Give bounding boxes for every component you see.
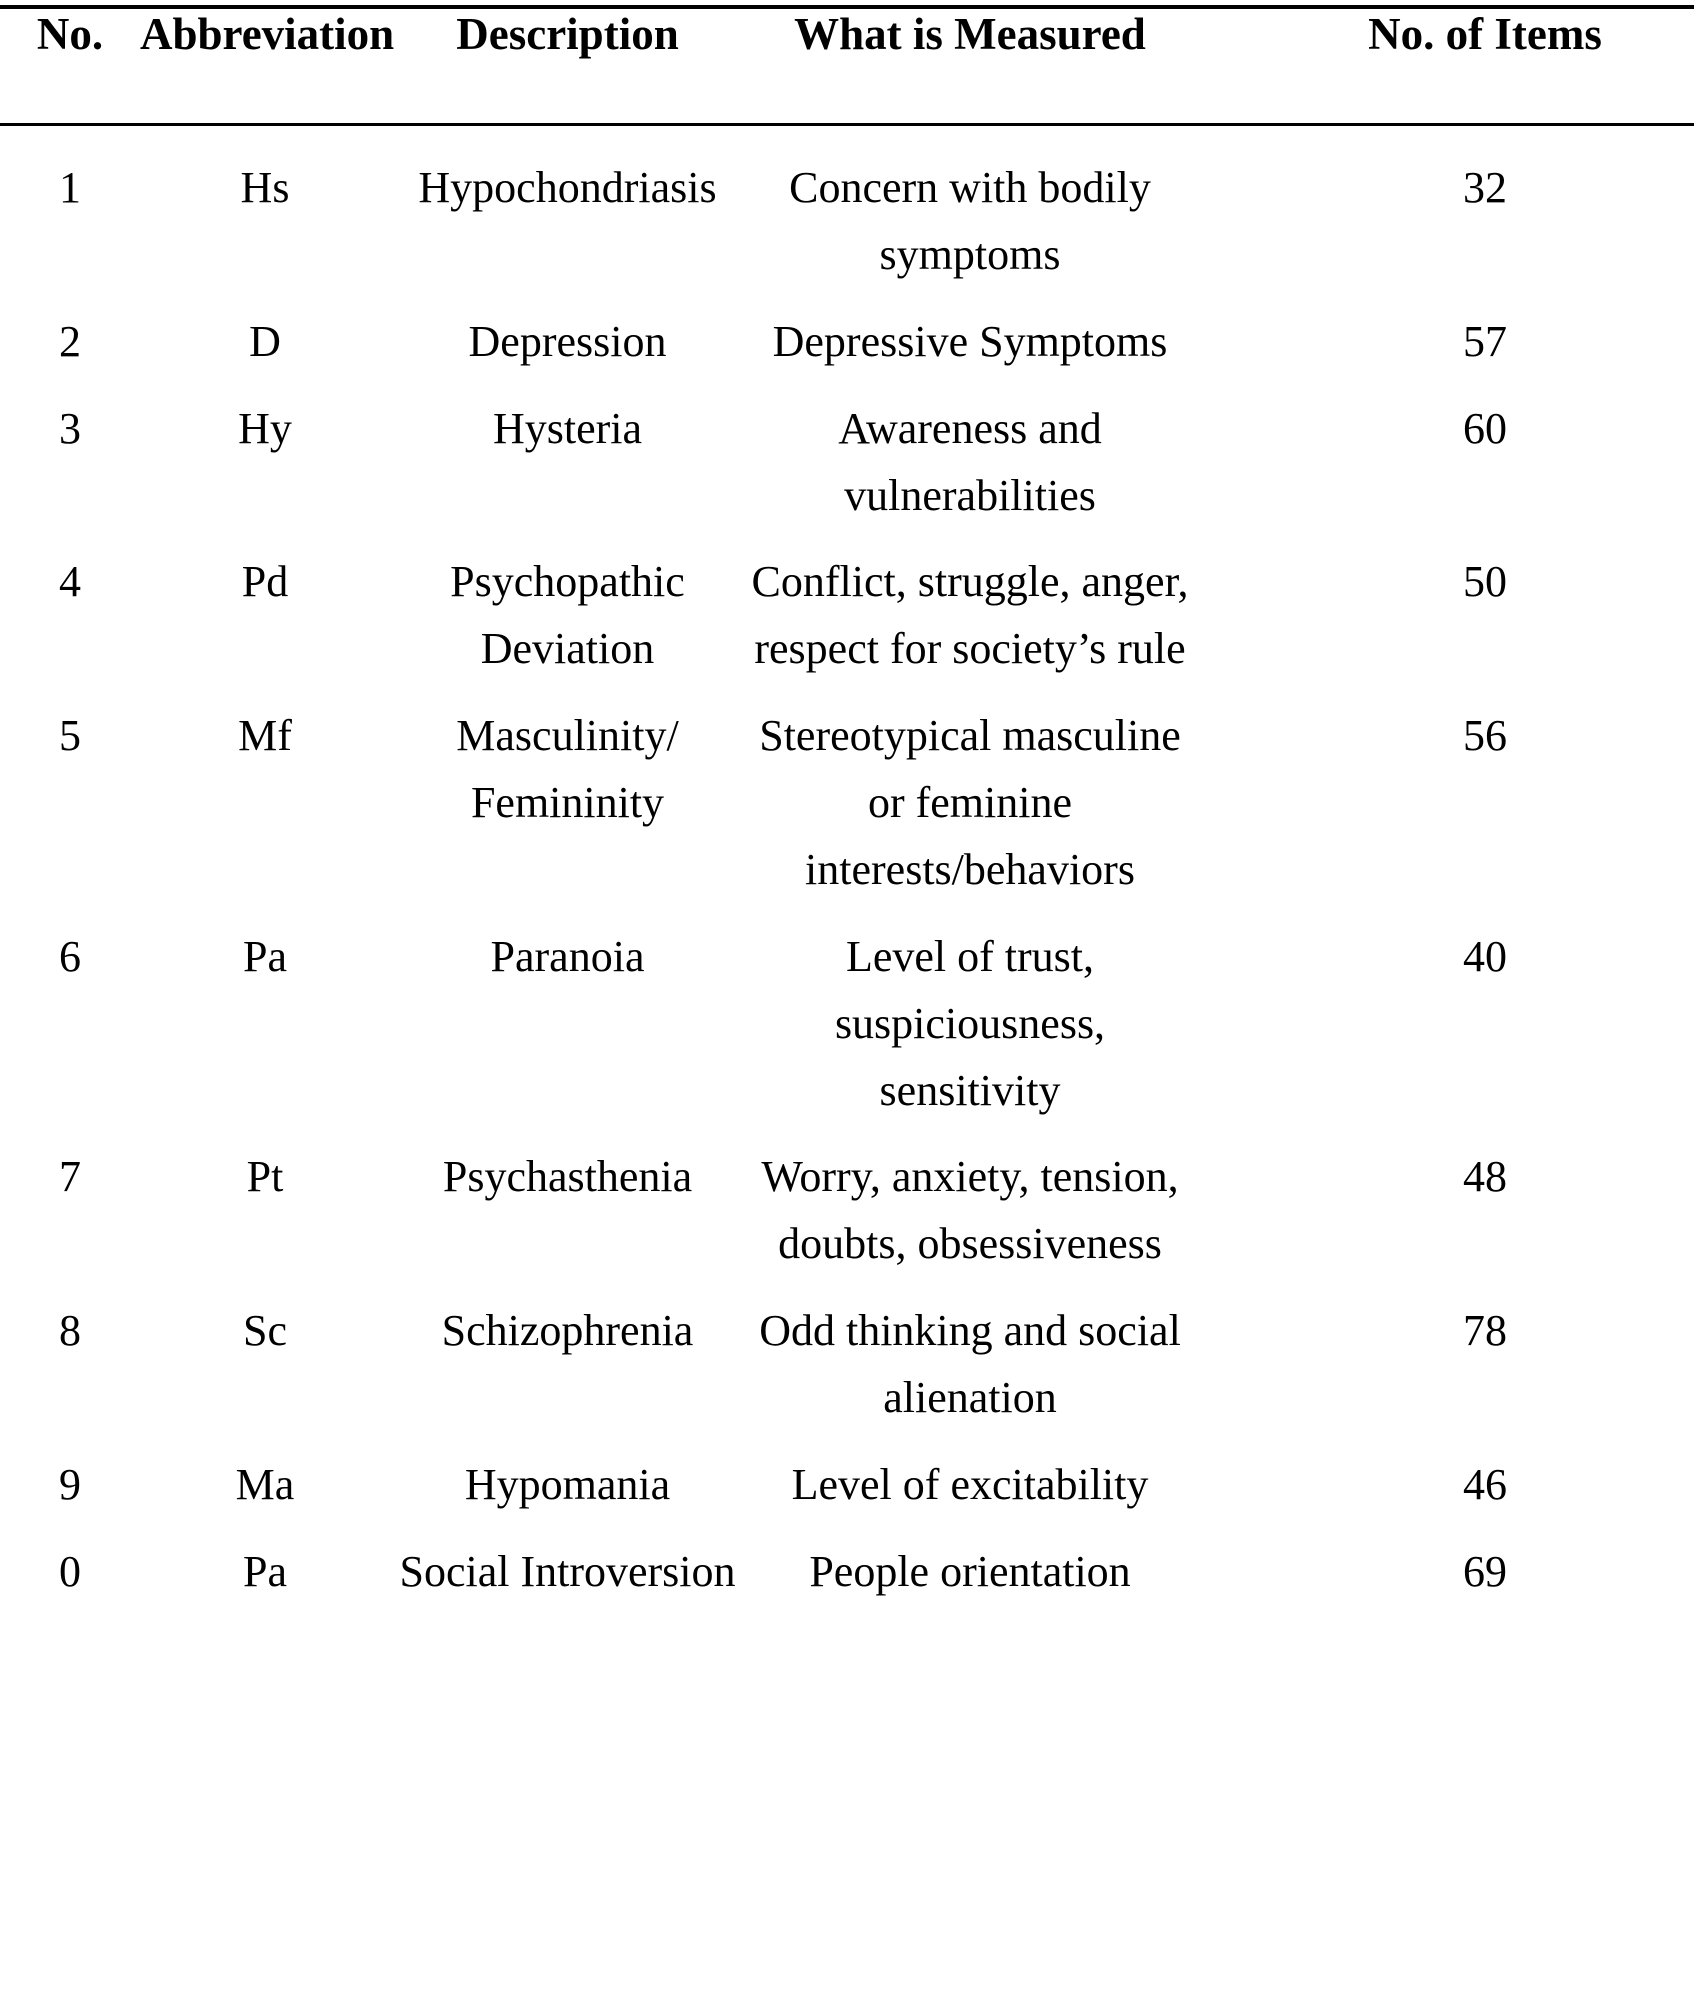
- cell-abbr: [140, 1432, 390, 1519]
- cell-no: [0, 1124, 140, 1278]
- cell-items: [1195, 1432, 1694, 1519]
- column-header-abbr-label: Abbreviation: [140, 9, 395, 59]
- cell-meas-text: Odd thinking and social alienation: [759, 1306, 1181, 1422]
- cell-items-text: 57: [1463, 316, 1507, 366]
- table-row: [0, 1278, 1694, 1432]
- table-row: [0, 1124, 1694, 1278]
- table-row: [0, 1519, 1694, 1606]
- cell-abbr: [140, 289, 390, 376]
- cell-desc-text: Depression: [468, 316, 667, 366]
- table-row: [0, 529, 1694, 683]
- cell-items-text: 50: [1463, 557, 1507, 607]
- cell-meas: [745, 1519, 1195, 1606]
- table-row: [0, 683, 1694, 904]
- cell-items: [1195, 683, 1694, 904]
- column-header-no-label: No.: [36, 9, 104, 59]
- cell-no-text: 6: [59, 931, 81, 981]
- table-row: [0, 135, 1694, 289]
- cell-meas-text: Concern with bodily symptoms: [789, 163, 1151, 279]
- cell-no: [0, 529, 140, 683]
- cell-abbr: [140, 1519, 390, 1606]
- cell-abbr-text: D: [249, 316, 281, 366]
- cell-abbr-text: Hs: [240, 163, 290, 212]
- cell-items-text: 56: [1463, 711, 1507, 761]
- cell-items-text: 32: [1463, 163, 1507, 212]
- cell-desc: [390, 1519, 745, 1606]
- cell-abbr-text: Ma: [235, 1459, 295, 1509]
- cell-meas-text: Level of excitability: [791, 1459, 1149, 1509]
- cell-meas: [745, 1124, 1195, 1278]
- cell-items-text: 46: [1463, 1459, 1507, 1509]
- cell-abbr-text: Hy: [238, 403, 292, 453]
- cell-no-text: 2: [59, 316, 81, 366]
- cell-items-text: 40: [1463, 931, 1507, 981]
- cell-abbr: [140, 1278, 390, 1432]
- cell-no: [0, 683, 140, 904]
- cell-items: [1195, 904, 1694, 1125]
- cell-items: [1195, 1124, 1694, 1278]
- cell-desc-text: Hypochondriasis: [418, 163, 717, 212]
- cell-meas-text: Depressive Symptoms: [772, 316, 1168, 366]
- cell-desc: [390, 529, 745, 683]
- cell-abbr: [140, 1124, 390, 1278]
- cell-items: [1195, 376, 1694, 530]
- cell-desc: [390, 376, 745, 530]
- cell-no: [0, 289, 140, 376]
- cell-no-text: 3: [59, 403, 81, 453]
- cell-desc-text: Psychasthenia: [442, 1152, 693, 1202]
- cell-desc-text: Hysteria: [492, 403, 643, 453]
- cell-meas-text: People orientation: [809, 1546, 1131, 1596]
- table-row: [0, 1432, 1694, 1519]
- cell-desc-text: Paranoia: [490, 931, 645, 981]
- cell-items: [1195, 135, 1694, 289]
- cell-meas: [745, 1432, 1195, 1519]
- cell-no-text: 1: [59, 163, 81, 212]
- cell-abbr: [140, 135, 390, 289]
- table-row: [0, 376, 1694, 530]
- cell-meas-text: Conflict, struggle, anger, respect for society’s rule: [751, 557, 1189, 674]
- cell-no-text: 7: [59, 1152, 81, 1202]
- cell-desc-text: Social Introversion: [399, 1546, 736, 1596]
- cell-no-text: 0: [59, 1546, 81, 1596]
- cell-abbr-text: Sc: [243, 1306, 287, 1356]
- cell-meas: [745, 1278, 1195, 1432]
- cell-desc: [390, 683, 745, 904]
- cell-abbr: [140, 683, 390, 904]
- cell-abbr-text: Mf: [238, 711, 292, 761]
- cell-no-text: 5: [59, 711, 81, 761]
- cell-meas: [745, 904, 1195, 1125]
- table-body: [0, 135, 1694, 1606]
- cell-desc-text: Psychopathic Deviation: [450, 557, 685, 674]
- table-header-rule: [0, 123, 1694, 126]
- cell-desc: [390, 1432, 745, 1519]
- cell-no: [0, 135, 140, 289]
- cell-no-text: 9: [59, 1459, 81, 1509]
- cell-abbr-text: Pa: [243, 931, 287, 981]
- cell-abbr-text: Pa: [243, 1546, 287, 1596]
- cell-meas: [745, 376, 1195, 530]
- cell-meas: [745, 135, 1195, 289]
- cell-items-text: 48: [1463, 1152, 1507, 1202]
- cell-no: [0, 1519, 140, 1606]
- table-row: [0, 289, 1694, 376]
- cell-meas-text: Stereotypical masculine or feminine interests/behaviors: [759, 711, 1181, 894]
- cell-no-text: 8: [59, 1306, 81, 1356]
- column-header-desc-label: Description: [456, 9, 679, 59]
- cell-abbr-text: Pd: [241, 557, 289, 607]
- cell-no-text: 4: [59, 557, 81, 607]
- cell-abbr: [140, 529, 390, 683]
- cell-desc: [390, 135, 745, 289]
- cell-items: [1195, 1519, 1694, 1606]
- cell-items: [1195, 289, 1694, 376]
- cell-meas: [745, 289, 1195, 376]
- cell-desc: [390, 289, 745, 376]
- table-top-rule: [0, 5, 1694, 9]
- cell-no: [0, 1278, 140, 1432]
- cell-no: [0, 904, 140, 1125]
- cell-meas: [745, 529, 1195, 683]
- cell-desc-text: Schizophrenia: [441, 1306, 694, 1356]
- cell-desc-text: Masculinity/ Femininity: [456, 711, 679, 827]
- cell-meas: [745, 683, 1195, 904]
- cell-abbr: [140, 904, 390, 1125]
- cell-meas-text: Level of trust, suspiciousness, sensitivity: [834, 931, 1106, 1115]
- cell-desc: [390, 1278, 745, 1432]
- cell-desc-text: Hypomania: [464, 1459, 671, 1509]
- cell-desc: [390, 1124, 745, 1278]
- table-header: [0, 0, 1694, 135]
- cell-no: [0, 1432, 140, 1519]
- cell-meas-text: Awareness and vulnerabilities: [838, 403, 1102, 520]
- cell-abbr-text: Pt: [246, 1152, 284, 1202]
- cell-items-text: 60: [1463, 403, 1507, 453]
- cell-items: [1195, 529, 1694, 683]
- cell-no: [0, 376, 140, 530]
- cell-abbr: [140, 376, 390, 530]
- column-header-items-label: No. of Items: [1368, 9, 1602, 59]
- table-row: [0, 904, 1694, 1125]
- cell-items: [1195, 1278, 1694, 1432]
- cell-desc: [390, 904, 745, 1125]
- column-header-meas-label: What is Measured: [794, 9, 1146, 59]
- cell-meas-text: Worry, anxiety, tension, doubts, obsessiveness: [761, 1152, 1179, 1269]
- cell-items-text: 78: [1463, 1306, 1507, 1356]
- cell-items-text: 69: [1463, 1546, 1507, 1596]
